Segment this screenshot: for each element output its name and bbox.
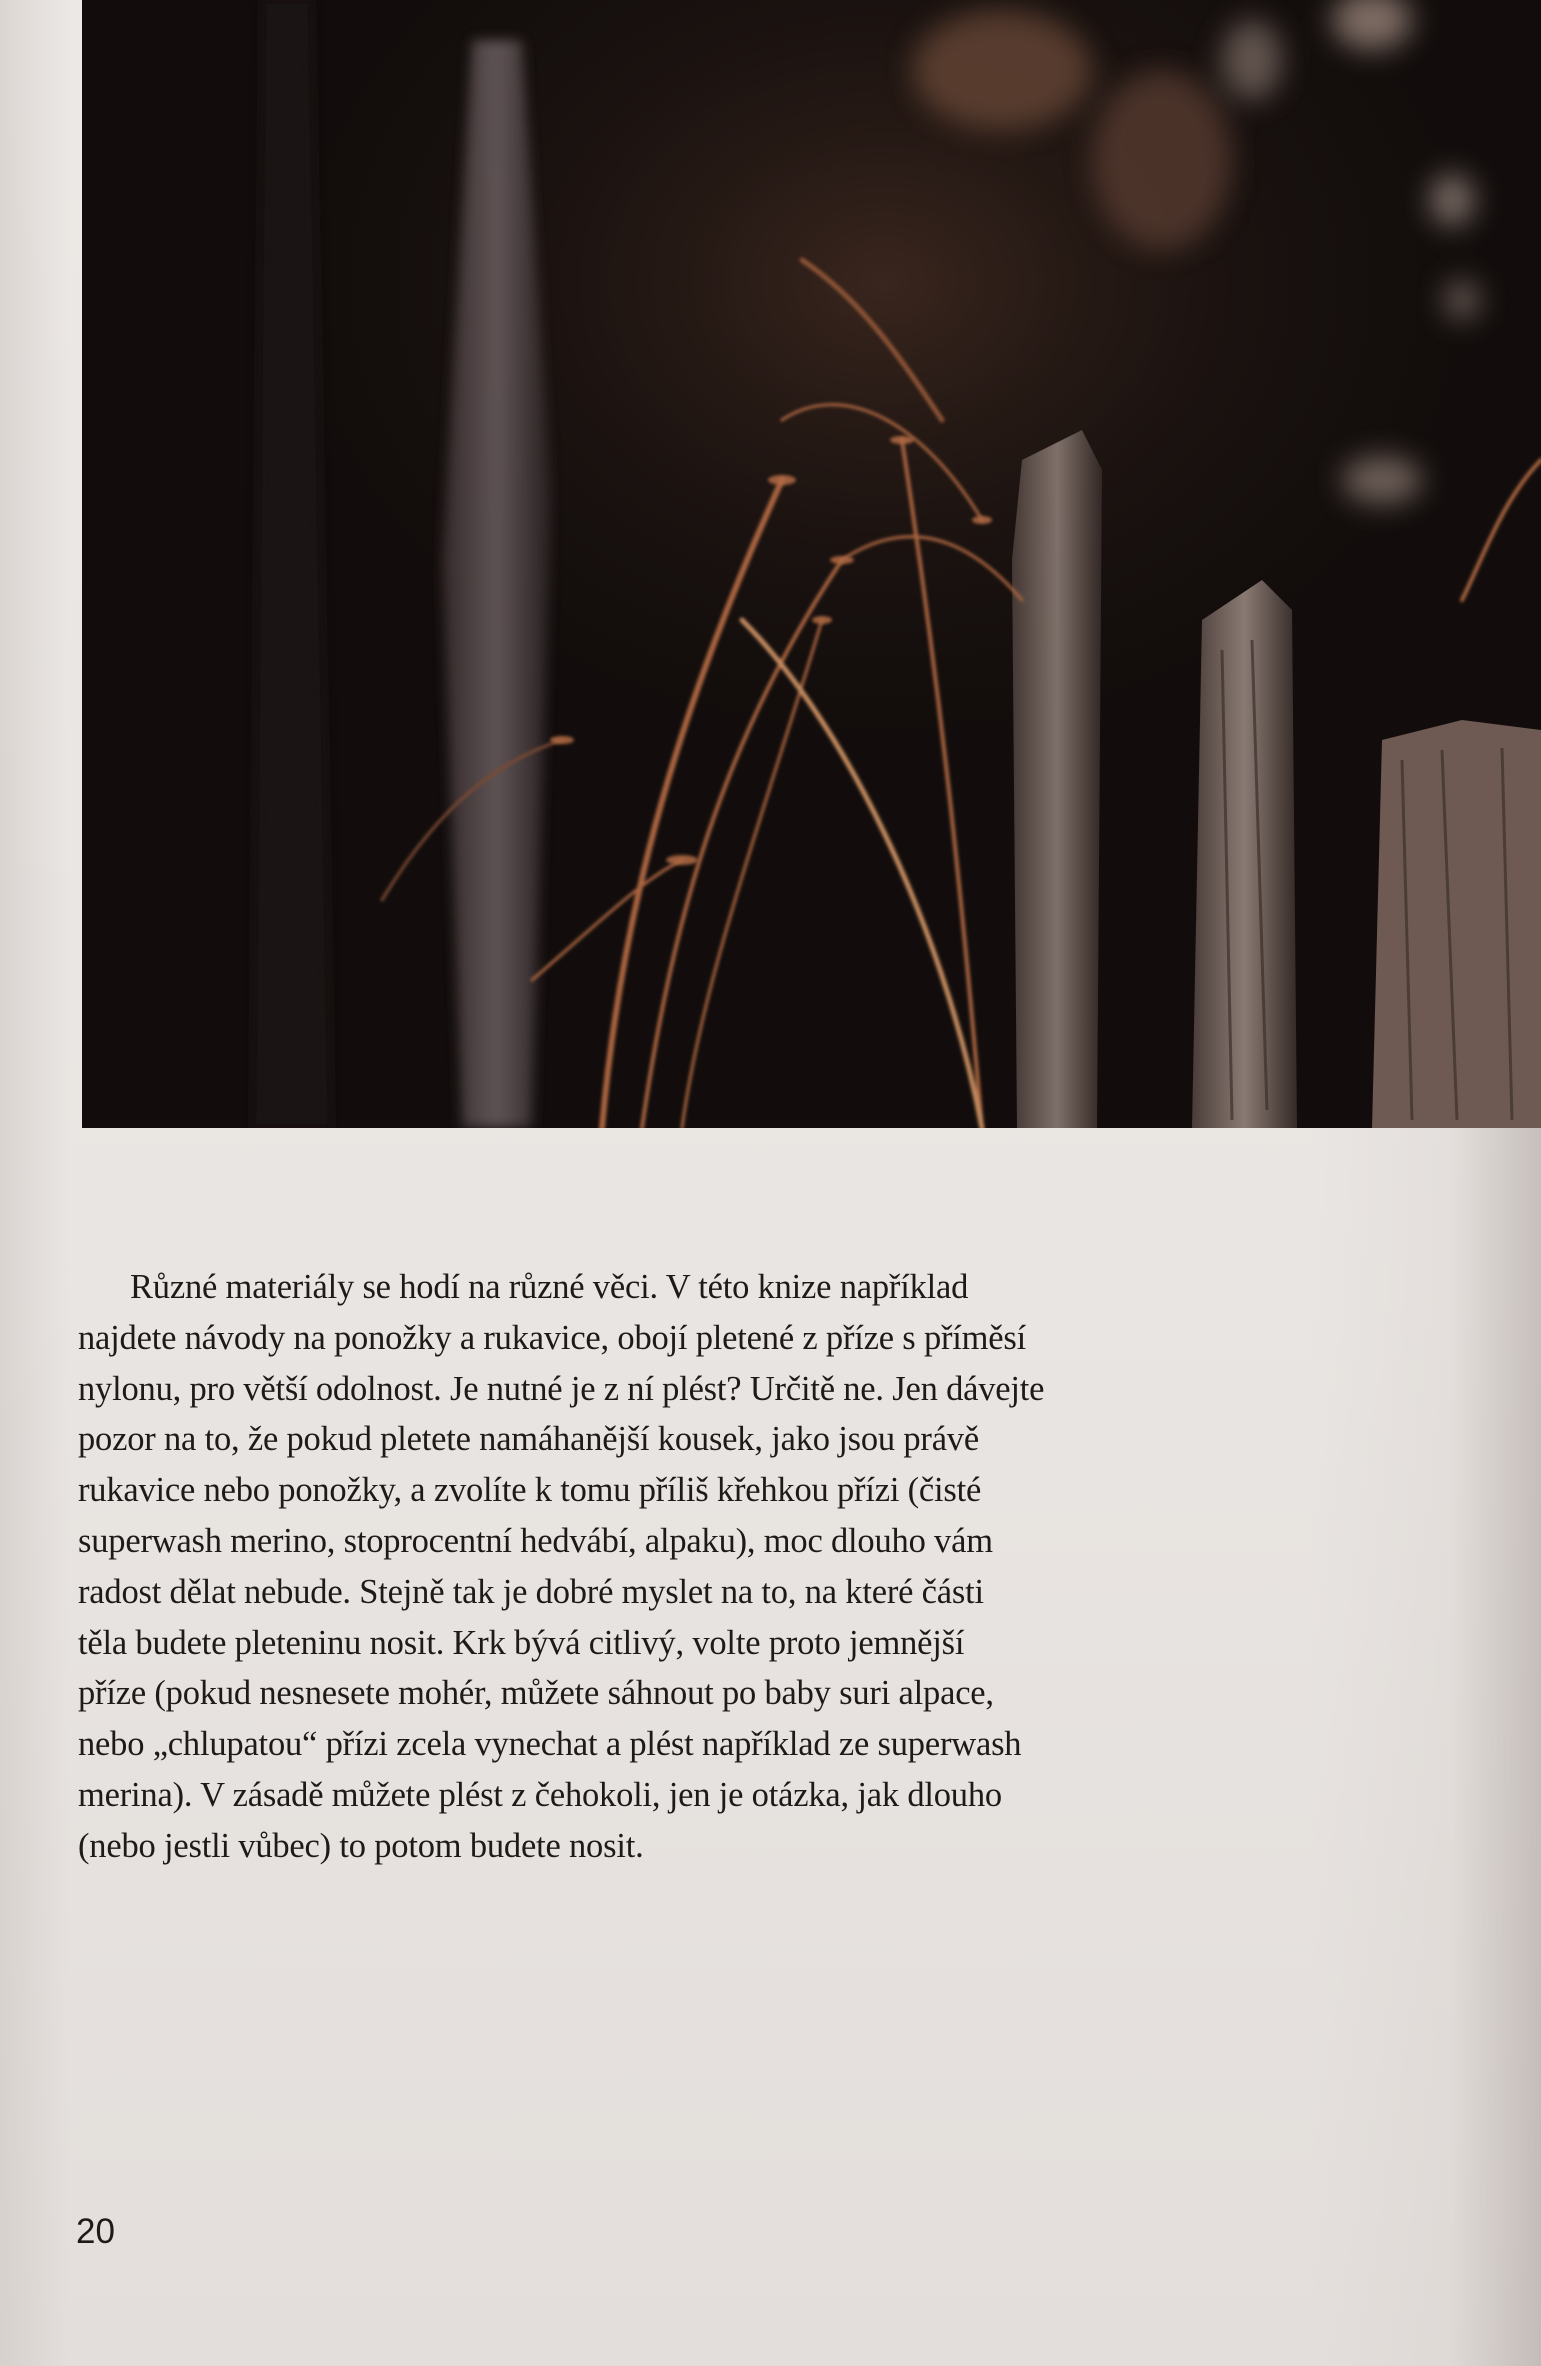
body-line: pozor na to, že pokud pletete namáhanější kousek, jako jsou právě: [78, 1420, 979, 1459]
photo-grass-fence: [82, 0, 1541, 1128]
body-line: těla budete pleteninu nosit. Krk bývá citlivý, volte proto jemnější: [78, 1623, 965, 1662]
body-line: merina). V zásadě můžete plést z čehokoli, jen je otázka, jak dlouho: [78, 1775, 1002, 1814]
body-line: příze (pokud nesnesete mohér, můžete sáhnout po baby suri alpace,: [78, 1674, 994, 1713]
body-line: (nebo jestli vůbec) to potom budete nosit.: [78, 1826, 644, 1865]
body-line: nylonu, pro větší odolnost. Je nutné je z ní plést? Určitě ne. Jen dávejte: [78, 1369, 1045, 1408]
body-paragraph: [78, 1262, 1178, 1872]
body-line: radost dělat nebude. Stejně tak je dobré myslet na to, na které části: [78, 1572, 984, 1611]
body-line: rukavice nebo ponožky, a zvolíte k tomu příliš křehkou přízi (čisté: [78, 1471, 982, 1510]
photo-of-dry-grass-and-weathered-fence-posts-icon: [82, 0, 1541, 1128]
body-line: Různé materiály se hodí na různé věci. V této knize například: [130, 1268, 969, 1306]
body-line: superwash merino, stoprocentní hedvábí, alpaku), moc dlouho vám: [78, 1521, 993, 1560]
body-line: nebo „chlupatou“ přízi zcela vynechat a plést například ze superwash: [78, 1725, 1022, 1764]
page-number: 20: [76, 2212, 115, 2251]
body-line: najdete návody na ponožky a rukavice, obojí pletené z příze s příměsí: [78, 1318, 1027, 1357]
